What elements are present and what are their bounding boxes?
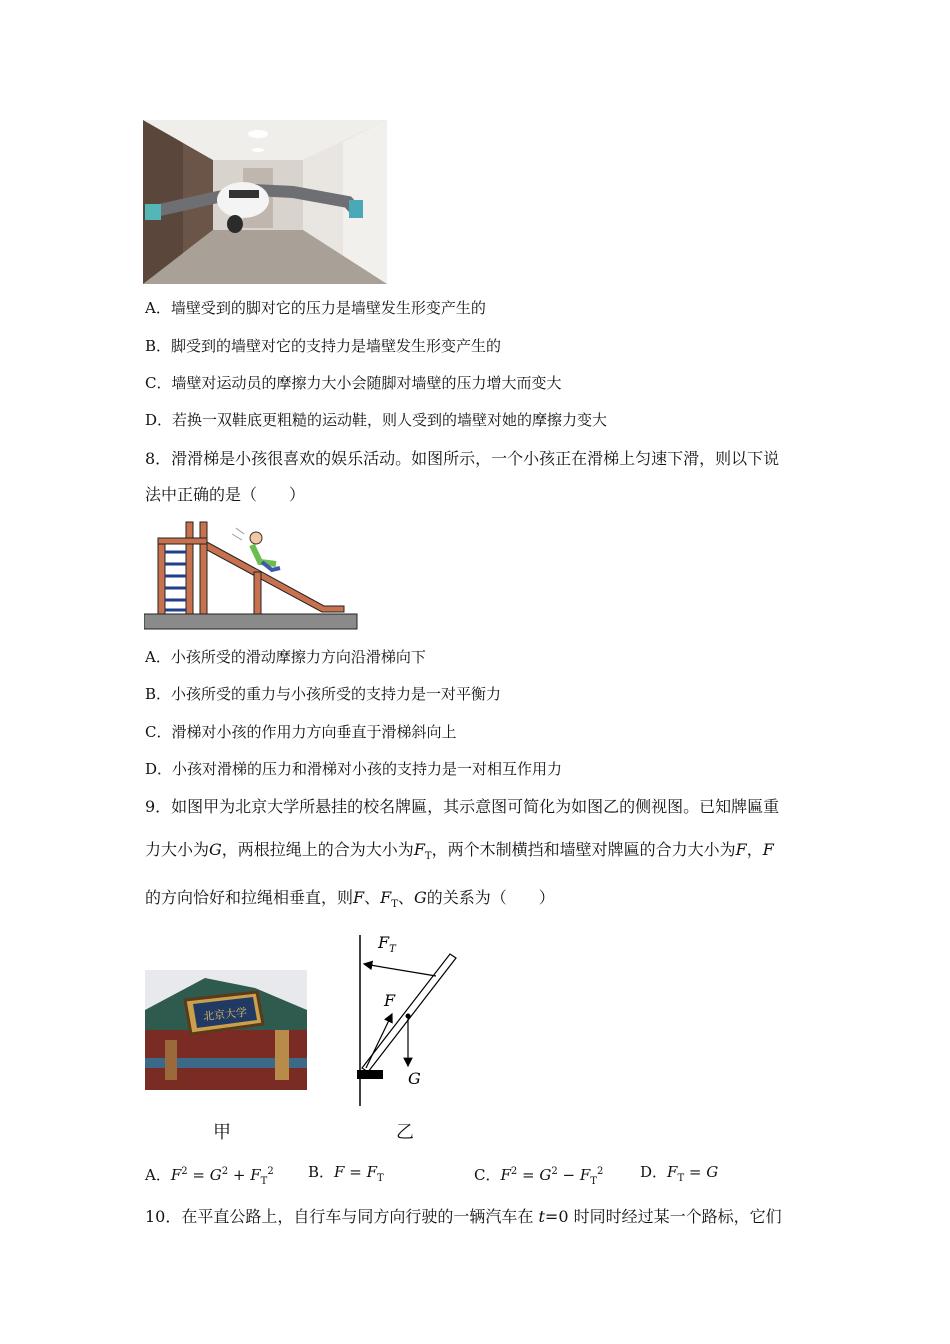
- q9-option-a: A．$F^2 = G^2 + F_T^2$: [145, 1166, 274, 1187]
- q7-option-c: C．墙壁对运动员的摩擦力大小会随脚对墙壁的压力增大而变大: [145, 374, 562, 392]
- q9-option-d: D．$F_T = G$: [640, 1163, 719, 1184]
- label-ft: $F_T$: [378, 933, 396, 955]
- sign-lettering: 北京大学: [202, 1005, 248, 1024]
- q10-stem-line1: 10．在平直公路上，自行车与同方向行驶的一辆汽车在 t=0 时同时经过某一个路标，它们: [145, 1207, 782, 1226]
- q8-slide-figure: [144, 518, 360, 632]
- q8-option-a: A．小孩所受的滑动摩擦力方向沿滑梯向下: [145, 648, 426, 666]
- corridor-photo-graphic: [143, 120, 387, 284]
- tension-arrow: [364, 964, 436, 976]
- q8-stem-line2: 法中正确的是（ ）: [145, 485, 306, 504]
- q9-gate-photo: [145, 970, 307, 1090]
- q9-stem-line2: 力大小为G，两根拉绳上的合为大小为$F_T$，两个木制横挡和墙壁对牌匾的合力大小为F，F: [145, 840, 774, 863]
- q9-stem-line1: 9．如图甲为北京大学所悬挂的校名牌匾，其示意图可简化为如图乙的侧视图。已知牌匾重: [145, 797, 780, 816]
- q8-stem-line1: 8．滑滑梯是小孩很喜欢的娱乐活动。如图所示，一个小孩正在滑梯上匀速下滑，则以下说: [145, 449, 780, 468]
- q9-stem-line3: 的方向恰好和拉绳相垂直，则F、$F_T$、G的关系为（ ）: [145, 888, 555, 911]
- label-f: F: [384, 991, 396, 1010]
- q9-option-c: C．$F^2 = G^2 - F_T^2$: [474, 1166, 604, 1187]
- caption-jia: 甲: [213, 1122, 231, 1143]
- caption-yi: 乙: [396, 1122, 414, 1143]
- q8-option-d: D．小孩对滑梯的压力和滑梯对小孩的支持力是一对相互作用力: [145, 760, 563, 778]
- q9-force-diagram: [340, 930, 470, 1110]
- q7-option-d: D．若换一双鞋底更粗糙的运动鞋，则人受到的墙壁对她的摩擦力变大: [145, 411, 608, 429]
- label-g: G: [408, 1069, 421, 1088]
- q7-option-a: A．墙壁受到的脚对它的压力是墙壁发生形变产生的: [145, 299, 486, 317]
- q7-option-b: B．脚受到的墙壁对它的支持力是墙壁发生形变产生的: [145, 337, 502, 355]
- q7-photo: [143, 120, 387, 284]
- slide-diagram: [144, 518, 360, 632]
- q8-option-c: C．滑梯对小孩的作用力方向垂直于滑梯斜向上: [145, 723, 457, 741]
- pku-gate-graphic: [145, 970, 307, 1090]
- force-diagram-svg: [340, 930, 470, 1110]
- q8-option-b: B．小孩所受的重力与小孩所受的支持力是一对平衡力: [145, 685, 502, 703]
- support-bar: [357, 1070, 383, 1079]
- q9-option-b: B．$F = F_T$: [308, 1163, 384, 1184]
